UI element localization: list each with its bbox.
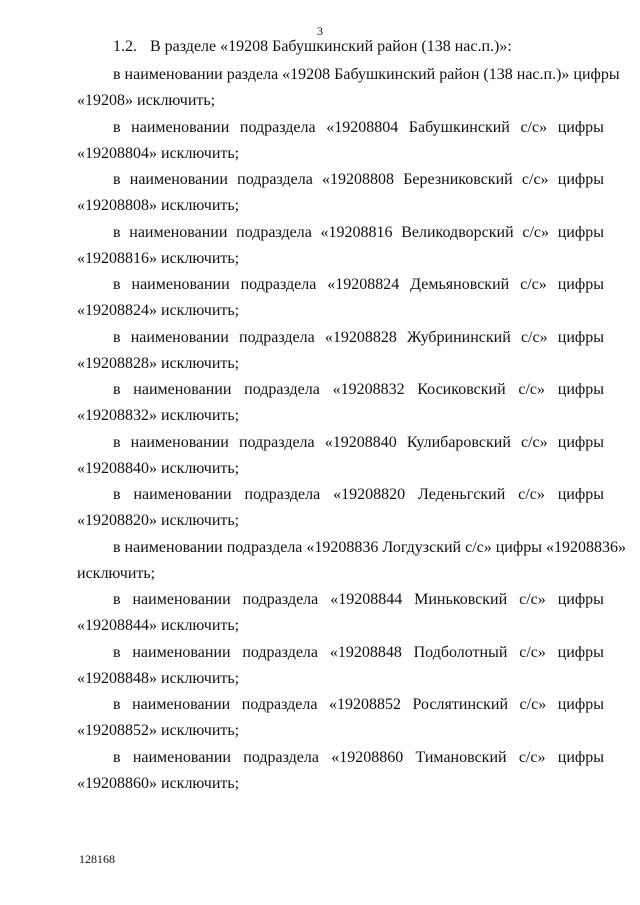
amendment-word: цифры: [557, 328, 604, 346]
amendment-entry: [77, 745, 604, 798]
amendment-word: наименовании: [133, 381, 232, 398]
amendment-word: наименовании: [130, 433, 229, 451]
amendment-word: с/с»: [518, 748, 546, 766]
amendment-word: цифры: [557, 381, 604, 398]
amendment-word: в: [113, 223, 121, 241]
amendment-word: «19208824: [327, 276, 400, 293]
amendment-word: с/с»: [519, 591, 546, 608]
amendment-word: подраздела: [239, 328, 315, 346]
amendment-word: наименовании: [129, 171, 228, 188]
amendment-continuation: «19208804» исключить;: [77, 144, 240, 162]
amendment-word: «19208840: [324, 433, 397, 451]
amendment-word: «19208848: [329, 643, 402, 661]
amendment-word: наименовании: [132, 591, 231, 608]
amendment-word: в: [113, 328, 121, 346]
amendment-word: в: [113, 433, 121, 451]
amendment-list: [77, 62, 626, 797]
amendment-word: в: [113, 171, 121, 188]
amendment-entry: [77, 377, 604, 430]
amendment-entry: [77, 62, 620, 115]
amendment-continuation: исключить;: [77, 564, 156, 582]
amendment-word: в наименовании подраздела «19208836 Логдузский с/с» цифры «19208836»: [113, 538, 626, 556]
amendment-entry: [77, 430, 604, 483]
amendment-first-line: [77, 62, 620, 88]
amendment-first-line: [77, 220, 604, 246]
amendment-word: Березниковский: [403, 171, 513, 188]
amendment-word: с/с»: [520, 118, 548, 136]
amendment-word: в: [113, 276, 121, 293]
amendment-word: подраздела: [244, 381, 320, 398]
amendment-entry: [77, 692, 604, 745]
amendment-word: подраздела: [237, 171, 313, 188]
amendment-word: Бабушкинский: [408, 118, 510, 136]
amendment-word: Леденьгский: [417, 486, 506, 503]
section-heading-text: В разделе «19208 Бабушкинский район (138 нас.п.)»:: [150, 38, 512, 55]
amendment-entry: [77, 640, 604, 693]
amendment-word: «19208844: [330, 591, 403, 608]
amendment-word: наименовании: [130, 328, 229, 346]
amendment-continuation: «19208824» исключить;: [77, 302, 240, 319]
amendment-first-line: [77, 482, 604, 508]
amendment-word: цифры: [557, 591, 604, 608]
amendment-word: цифры: [557, 643, 604, 661]
amendment-word: Кулибаровский: [406, 433, 511, 451]
amendment-word: с/с»: [522, 223, 549, 241]
amendment-word: «19208816: [320, 223, 393, 241]
amendment-first-line: [77, 167, 604, 193]
amendment-word: в наименовании раздела «19208 Бабушкинский район (138 нас.п.)» цифры: [113, 66, 620, 83]
amendment-entry: [77, 482, 604, 535]
amendment-word: наименовании: [131, 118, 230, 136]
amendment-continuation: «19208808» исключить;: [77, 197, 240, 214]
amendment-word: Тимановский: [415, 748, 507, 766]
amendment-first-line: [77, 587, 604, 613]
amendment-word: «19208828: [324, 328, 397, 346]
amendment-word: Демьяновский: [410, 276, 510, 293]
amendment-word: подраздела: [244, 486, 321, 503]
amendment-word: с/с»: [521, 171, 549, 188]
amendment-word: «19208804: [326, 118, 399, 136]
document-code: 128168: [79, 852, 115, 866]
amendment-first-line: [77, 115, 604, 141]
amendment-word: Подболотный: [413, 643, 508, 661]
amendment-first-line: [77, 640, 604, 666]
amendment-word: с/с»: [520, 276, 547, 293]
amendment-word: наименовании: [129, 223, 228, 241]
amendment-word: наименовании: [132, 748, 231, 766]
amendment-word: цифры: [557, 748, 604, 766]
amendment-first-line: [77, 272, 604, 298]
amendment-word: с/с»: [519, 696, 547, 713]
amendment-word: подраздела: [242, 591, 319, 608]
amendment-first-line: [77, 377, 604, 403]
amendment-word: «19208808: [322, 171, 395, 188]
amendment-continuation: «19208828» исключить;: [77, 354, 240, 372]
amendment-word: цифры: [557, 433, 604, 451]
amendment-word: цифры: [557, 486, 604, 503]
amendment-word: цифры: [557, 223, 604, 241]
amendment-word: цифры: [557, 696, 604, 713]
amendment-entry: [77, 220, 604, 273]
amendment-continuation: «19208» исключить;: [77, 92, 216, 109]
amendment-continuation: «19208844» исключить;: [77, 617, 240, 634]
amendment-entry: [77, 272, 604, 325]
amendment-entry: [77, 325, 604, 378]
amendment-word: подраздела: [236, 223, 312, 241]
section-number: 1.2.: [113, 38, 137, 55]
amendment-word: «19208852: [329, 696, 402, 713]
amendment-word: наименовании: [132, 696, 231, 713]
amendment-word: в: [113, 486, 121, 503]
amendment-word: подраздела: [240, 276, 317, 293]
amendment-word: с/с»: [520, 328, 548, 346]
amendment-word: в: [113, 696, 121, 713]
amendment-continuation: «19208848» исключить;: [77, 669, 240, 687]
amendment-entry: [77, 535, 626, 588]
amendment-word: цифры: [557, 118, 604, 136]
amendment-word: цифры: [557, 171, 604, 188]
section-heading: [113, 38, 512, 56]
amendment-continuation: «19208832» исключить;: [77, 407, 240, 424]
amendment-word: подраздела: [241, 696, 318, 713]
page-number: 3: [317, 24, 323, 38]
amendment-word: подраздела: [238, 433, 315, 451]
amendment-word: наименовании: [131, 276, 230, 293]
amendment-word: в: [113, 748, 121, 766]
amendment-word: Косиковский: [417, 381, 506, 398]
amendment-word: подраздела: [242, 643, 319, 661]
amendment-word: «19208832: [332, 381, 405, 398]
amendment-word: подраздела: [239, 118, 316, 136]
amendment-word: наименовании: [132, 643, 231, 661]
amendment-word: «19208860: [331, 748, 404, 766]
amendment-word: с/с»: [520, 433, 548, 451]
amendment-word: в: [113, 381, 121, 398]
amendment-word: наименовании: [133, 486, 232, 503]
amendment-continuation: «19208816» исключить;: [77, 249, 240, 267]
amendment-first-line: [77, 692, 604, 718]
amendment-word: с/с»: [518, 381, 546, 398]
amendment-continuation: «19208860» исключить;: [77, 774, 240, 792]
amendment-first-line: [77, 430, 604, 456]
amendment-first-line: [77, 535, 626, 561]
amendment-word: «19208820: [333, 486, 406, 503]
amendment-first-line: [77, 745, 604, 771]
amendment-continuation: «19208820» исключить;: [77, 512, 240, 529]
amendment-word: цифры: [557, 276, 604, 293]
amendment-word: с/с»: [518, 486, 545, 503]
amendment-word: Жубрининский: [407, 328, 511, 346]
amendment-word: подраздела: [243, 748, 319, 766]
amendment-continuation: «19208840» исключить;: [77, 459, 240, 477]
amendment-word: Рослятинский: [412, 696, 509, 713]
amendment-first-line: [77, 325, 604, 351]
amendment-word: Великодворский: [401, 223, 514, 241]
amendment-continuation: «19208852» исключить;: [77, 722, 240, 739]
amendment-word: Миньковский: [414, 591, 508, 608]
amendment-entry: [77, 115, 604, 168]
amendment-word: в: [113, 643, 121, 661]
amendment-word: в: [113, 118, 121, 136]
amendment-entry: [77, 167, 604, 220]
amendment-entry: [77, 587, 604, 640]
amendment-word: в: [113, 591, 121, 608]
amendment-word: с/с»: [519, 643, 546, 661]
